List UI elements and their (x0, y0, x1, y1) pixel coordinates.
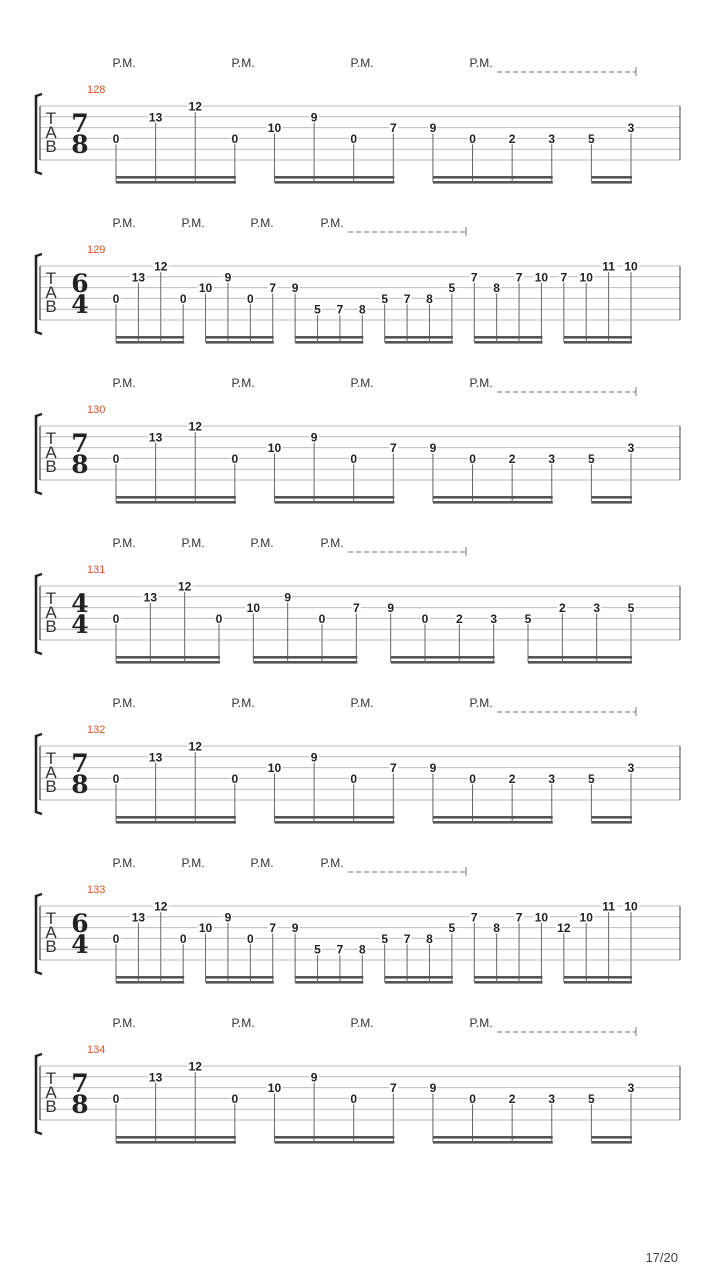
beam (433, 501, 553, 504)
beam (591, 1136, 632, 1139)
fret-number: 0 (350, 771, 358, 786)
palm-mute-label: P.M. (112, 856, 136, 870)
beam (564, 341, 632, 344)
palm-mute-label: P.M. (112, 376, 136, 390)
beam (274, 1141, 394, 1144)
fret-number: 9 (429, 441, 437, 456)
fret-number: 10 (267, 1081, 282, 1096)
fret-number: 9 (429, 1081, 437, 1096)
beam (206, 976, 274, 979)
beam (528, 656, 632, 659)
tab-clef-letter: A (45, 1083, 57, 1102)
fret-number: 5 (381, 291, 389, 306)
beam (385, 341, 453, 344)
fret-number: 7 (470, 270, 478, 285)
palm-mute-label: P.M. (112, 536, 136, 550)
tab-clef-letter: A (45, 763, 57, 782)
time-sig-numerator: 7 (71, 109, 89, 138)
time-sig-denominator: 8 (71, 450, 89, 479)
beam (385, 976, 453, 979)
measure-number: 133 (87, 884, 106, 896)
fret-number: 13 (148, 750, 163, 765)
beam (591, 1141, 632, 1144)
fret-number: 3 (548, 131, 556, 146)
fret-number: 0 (112, 931, 120, 946)
beam (433, 181, 553, 184)
beam (295, 336, 363, 339)
fret-number: 3 (593, 601, 601, 616)
fret-number: 7 (389, 441, 397, 456)
fret-number: 8 (358, 302, 366, 317)
tab-clef-letter: B (45, 137, 57, 156)
fret-number: 9 (429, 761, 437, 776)
fret-number: 0 (350, 1091, 358, 1106)
beam (116, 656, 220, 659)
beam (433, 496, 553, 499)
tab-system (36, 56, 680, 184)
beam (591, 501, 632, 504)
fret-number: 3 (627, 1081, 635, 1096)
measure-number: 128 (87, 84, 106, 96)
fret-number: 7 (389, 1081, 397, 1096)
tab-clef-letter: T (45, 1069, 57, 1088)
beam (274, 176, 394, 179)
fret-number: 0 (112, 291, 120, 306)
tab-system (36, 856, 680, 984)
fret-number: 3 (627, 761, 635, 776)
measure-number: 131 (87, 564, 106, 576)
fret-number: 0 (318, 611, 326, 626)
beam (433, 816, 553, 819)
fret-number: 7 (389, 761, 397, 776)
fret-number: 5 (588, 1091, 595, 1106)
fret-number: 7 (515, 910, 523, 925)
fret-number: 9 (387, 601, 395, 616)
beam (385, 981, 453, 984)
beam (206, 341, 274, 344)
beam (116, 341, 184, 344)
fret-number: 7 (560, 270, 568, 285)
time-sig-numerator: 7 (71, 429, 89, 458)
time-sig-denominator: 4 (71, 290, 89, 319)
palm-mute-label: P.M. (469, 56, 493, 70)
beam (591, 181, 632, 184)
fret-number: 10 (267, 441, 282, 456)
fret-number: 5 (627, 601, 635, 616)
time-sig-denominator: 4 (71, 930, 89, 959)
beam (116, 661, 220, 664)
fret-number: 5 (381, 931, 389, 946)
tab-clef-letter: T (45, 269, 57, 288)
fret-number: 7 (352, 601, 360, 616)
measure-number: 134 (87, 1044, 106, 1056)
fret-number: 3 (548, 771, 556, 786)
tab-clef-letter: A (45, 603, 57, 622)
palm-mute-label: P.M. (181, 216, 205, 230)
palm-mute-label: P.M. (320, 216, 344, 230)
tab-clef-letter: A (45, 283, 57, 302)
fret-number: 12 (188, 1059, 202, 1074)
palm-mute-label: P.M. (112, 696, 136, 710)
fret-number: 5 (588, 131, 595, 146)
measure-number: 129 (87, 244, 106, 256)
time-sig-numerator: 6 (71, 909, 89, 938)
fret-number: 7 (269, 281, 277, 296)
palm-mute-label: P.M. (320, 536, 344, 550)
tab-clef-letter: T (45, 749, 57, 768)
fret-number: 7 (470, 910, 478, 925)
fret-number: 2 (455, 611, 463, 626)
palm-mute-label: P.M. (231, 376, 255, 390)
palm-mute-label: P.M. (469, 696, 493, 710)
fret-number: 2 (508, 131, 516, 146)
beam (564, 981, 632, 984)
beam (591, 821, 632, 824)
beam (385, 336, 453, 339)
fret-number: 2 (508, 771, 516, 786)
fret-number: 12 (188, 739, 202, 754)
fret-number: 0 (421, 611, 429, 626)
fret-number: 3 (490, 611, 498, 626)
beam (274, 1136, 394, 1139)
tab-system (36, 376, 680, 504)
measure-number: 130 (87, 404, 106, 416)
beam (116, 181, 236, 184)
fret-number: 10 (198, 921, 213, 936)
beam (295, 976, 363, 979)
time-sig-denominator: 8 (71, 1090, 89, 1119)
fret-number: 10 (198, 281, 213, 296)
fret-number: 0 (112, 771, 120, 786)
page-number: 17/20 (645, 1250, 678, 1265)
time-sig-numerator: 4 (71, 589, 89, 618)
fret-number: 13 (131, 270, 146, 285)
beam (206, 336, 274, 339)
fret-number: 5 (524, 611, 532, 626)
palm-mute-label: P.M. (469, 1016, 493, 1030)
tab-clef-letter: B (45, 297, 57, 316)
fret-number: 5 (314, 942, 321, 957)
fret-number: 3 (548, 1091, 556, 1106)
time-sig-numerator: 7 (71, 749, 89, 778)
fret-number: 9 (310, 1070, 318, 1085)
fret-number: 9 (224, 910, 232, 925)
palm-mute-label: P.M. (112, 56, 136, 70)
tab-system (36, 536, 680, 664)
fret-number: 13 (148, 110, 163, 125)
fret-number: 12 (154, 259, 168, 274)
fret-number: 11 (602, 899, 615, 914)
palm-mute-label: P.M. (350, 376, 374, 390)
fret-number: 7 (403, 291, 411, 306)
fret-number: 13 (148, 430, 163, 445)
fret-number: 10 (624, 259, 638, 274)
beam (474, 981, 542, 984)
fret-number: 10 (267, 761, 282, 776)
tab-clef-letter: B (45, 457, 57, 476)
tab-clef-letter: B (45, 937, 57, 956)
beam (433, 821, 553, 824)
fret-number: 0 (469, 771, 476, 786)
fret-number: 8 (426, 931, 433, 946)
beam (116, 981, 184, 984)
palm-mute-label: P.M. (320, 856, 344, 870)
beam (274, 181, 394, 184)
beam (116, 496, 236, 499)
fret-number: 10 (579, 910, 593, 925)
fret-number: 10 (579, 270, 593, 285)
fret-number: 0 (179, 931, 187, 946)
fret-number: 10 (267, 121, 282, 136)
fret-number: 0 (469, 1091, 476, 1106)
palm-mute-label: P.M. (350, 1016, 374, 1030)
fret-number: 0 (215, 611, 223, 626)
tab-clef-letter: T (45, 909, 57, 928)
beam (564, 336, 632, 339)
fret-number: 8 (493, 281, 500, 296)
beam (274, 816, 394, 819)
fret-number: 13 (148, 1070, 163, 1085)
beam (591, 176, 632, 179)
fret-number: 9 (224, 270, 232, 285)
beam (295, 981, 363, 984)
tab-clef-letter: A (45, 443, 57, 462)
time-sig-numerator: 7 (71, 1069, 89, 1098)
beam (274, 821, 394, 824)
fret-number: 9 (284, 590, 292, 605)
beam (116, 976, 184, 979)
fret-number: 13 (143, 590, 158, 605)
fret-number: 12 (557, 921, 571, 936)
fret-number: 2 (558, 601, 566, 616)
fret-number: 3 (627, 121, 635, 136)
palm-mute-label: P.M. (231, 696, 255, 710)
fret-number: 5 (314, 302, 321, 317)
fret-number: 9 (310, 430, 318, 445)
fret-number: 9 (291, 281, 299, 296)
fret-number: 0 (231, 451, 239, 466)
palm-mute-label: P.M. (231, 56, 255, 70)
fret-number: 8 (493, 921, 500, 936)
fret-number: 0 (247, 931, 254, 946)
beam (433, 176, 553, 179)
fret-number: 5 (448, 921, 456, 936)
fret-number: 0 (112, 1091, 120, 1106)
palm-mute-label: P.M. (181, 856, 205, 870)
tab-clef-letter: T (45, 589, 57, 608)
fret-number: 0 (231, 1091, 239, 1106)
beam (206, 981, 274, 984)
beam (253, 661, 357, 664)
fret-number: 8 (358, 942, 366, 957)
tab-system (36, 216, 680, 344)
tab-clef-letter: T (45, 109, 57, 128)
fret-number: 0 (247, 291, 254, 306)
beam (116, 336, 184, 339)
fret-number: 9 (310, 750, 318, 765)
fret-number: 5 (588, 451, 595, 466)
beam (528, 661, 632, 664)
tab-system (36, 1016, 680, 1144)
fret-number: 0 (350, 131, 358, 146)
palm-mute-label: P.M. (250, 856, 274, 870)
measure-number: 132 (87, 724, 106, 736)
fret-number: 0 (469, 451, 476, 466)
palm-mute-label: P.M. (112, 216, 136, 230)
fret-number: 0 (231, 131, 239, 146)
palm-mute-label: P.M. (231, 1016, 255, 1030)
tab-system (36, 696, 680, 824)
beam (591, 496, 632, 499)
fret-number: 13 (131, 910, 146, 925)
fret-number: 8 (426, 291, 433, 306)
fret-number: 3 (548, 451, 556, 466)
palm-mute-label: P.M. (250, 536, 274, 550)
fret-number: 10 (534, 270, 549, 285)
beam (116, 1141, 236, 1144)
beam (564, 976, 632, 979)
palm-mute-label: P.M. (350, 56, 374, 70)
beam (274, 496, 394, 499)
beam (474, 341, 542, 344)
fret-number: 12 (188, 99, 202, 114)
fret-number: 0 (179, 291, 187, 306)
tab-clef-letter: T (45, 429, 57, 448)
fret-number: 9 (310, 110, 318, 125)
beam (433, 1141, 553, 1144)
beam (116, 816, 236, 819)
palm-mute-label: P.M. (112, 1016, 136, 1030)
beam (253, 656, 357, 659)
palm-mute-label: P.M. (250, 216, 274, 230)
fret-number: 7 (389, 121, 397, 136)
fret-number: 3 (627, 441, 635, 456)
beam (116, 821, 236, 824)
fret-number: 0 (469, 131, 476, 146)
beam (116, 1136, 236, 1139)
beam (474, 336, 542, 339)
fret-number: 0 (231, 771, 239, 786)
fret-number: 5 (588, 771, 595, 786)
fret-number: 9 (429, 121, 437, 136)
beam (474, 976, 542, 979)
beam (591, 816, 632, 819)
fret-number: 2 (508, 451, 516, 466)
time-sig-denominator: 8 (71, 770, 89, 799)
tab-clef-letter: B (45, 617, 57, 636)
time-sig-numerator: 6 (71, 269, 89, 298)
tab-clef-letter: B (45, 777, 57, 796)
fret-number: 10 (624, 899, 638, 914)
fret-number: 7 (269, 921, 277, 936)
tab-clef-letter: B (45, 1097, 57, 1116)
tab-clef-letter: A (45, 923, 57, 942)
fret-number: 12 (154, 899, 168, 914)
fret-number: 7 (403, 931, 411, 946)
fret-number: 2 (508, 1091, 516, 1106)
fret-number: 12 (177, 579, 192, 594)
fret-number: 10 (534, 910, 549, 925)
beam (433, 1136, 553, 1139)
fret-number: 0 (112, 451, 120, 466)
fret-number: 0 (112, 131, 120, 146)
palm-mute-label: P.M. (181, 536, 205, 550)
beam (295, 341, 363, 344)
palm-mute-label: P.M. (469, 376, 493, 390)
fret-number: 9 (291, 921, 299, 936)
beam (116, 501, 236, 504)
tab-clef-letter: A (45, 123, 57, 142)
fret-number: 7 (336, 302, 344, 317)
fret-number: 12 (188, 419, 202, 434)
beam (391, 661, 495, 664)
time-sig-denominator: 4 (71, 610, 89, 639)
fret-number: 7 (336, 942, 344, 957)
palm-mute-label: P.M. (350, 696, 374, 710)
fret-number: 11 (602, 259, 615, 274)
fret-number: 0 (350, 451, 358, 466)
fret-number: 10 (246, 601, 261, 616)
beam (116, 176, 236, 179)
beam (274, 501, 394, 504)
beam (391, 656, 495, 659)
fret-number: 0 (112, 611, 120, 626)
time-sig-denominator: 8 (71, 130, 89, 159)
fret-number: 7 (515, 270, 523, 285)
fret-number: 5 (448, 281, 456, 296)
